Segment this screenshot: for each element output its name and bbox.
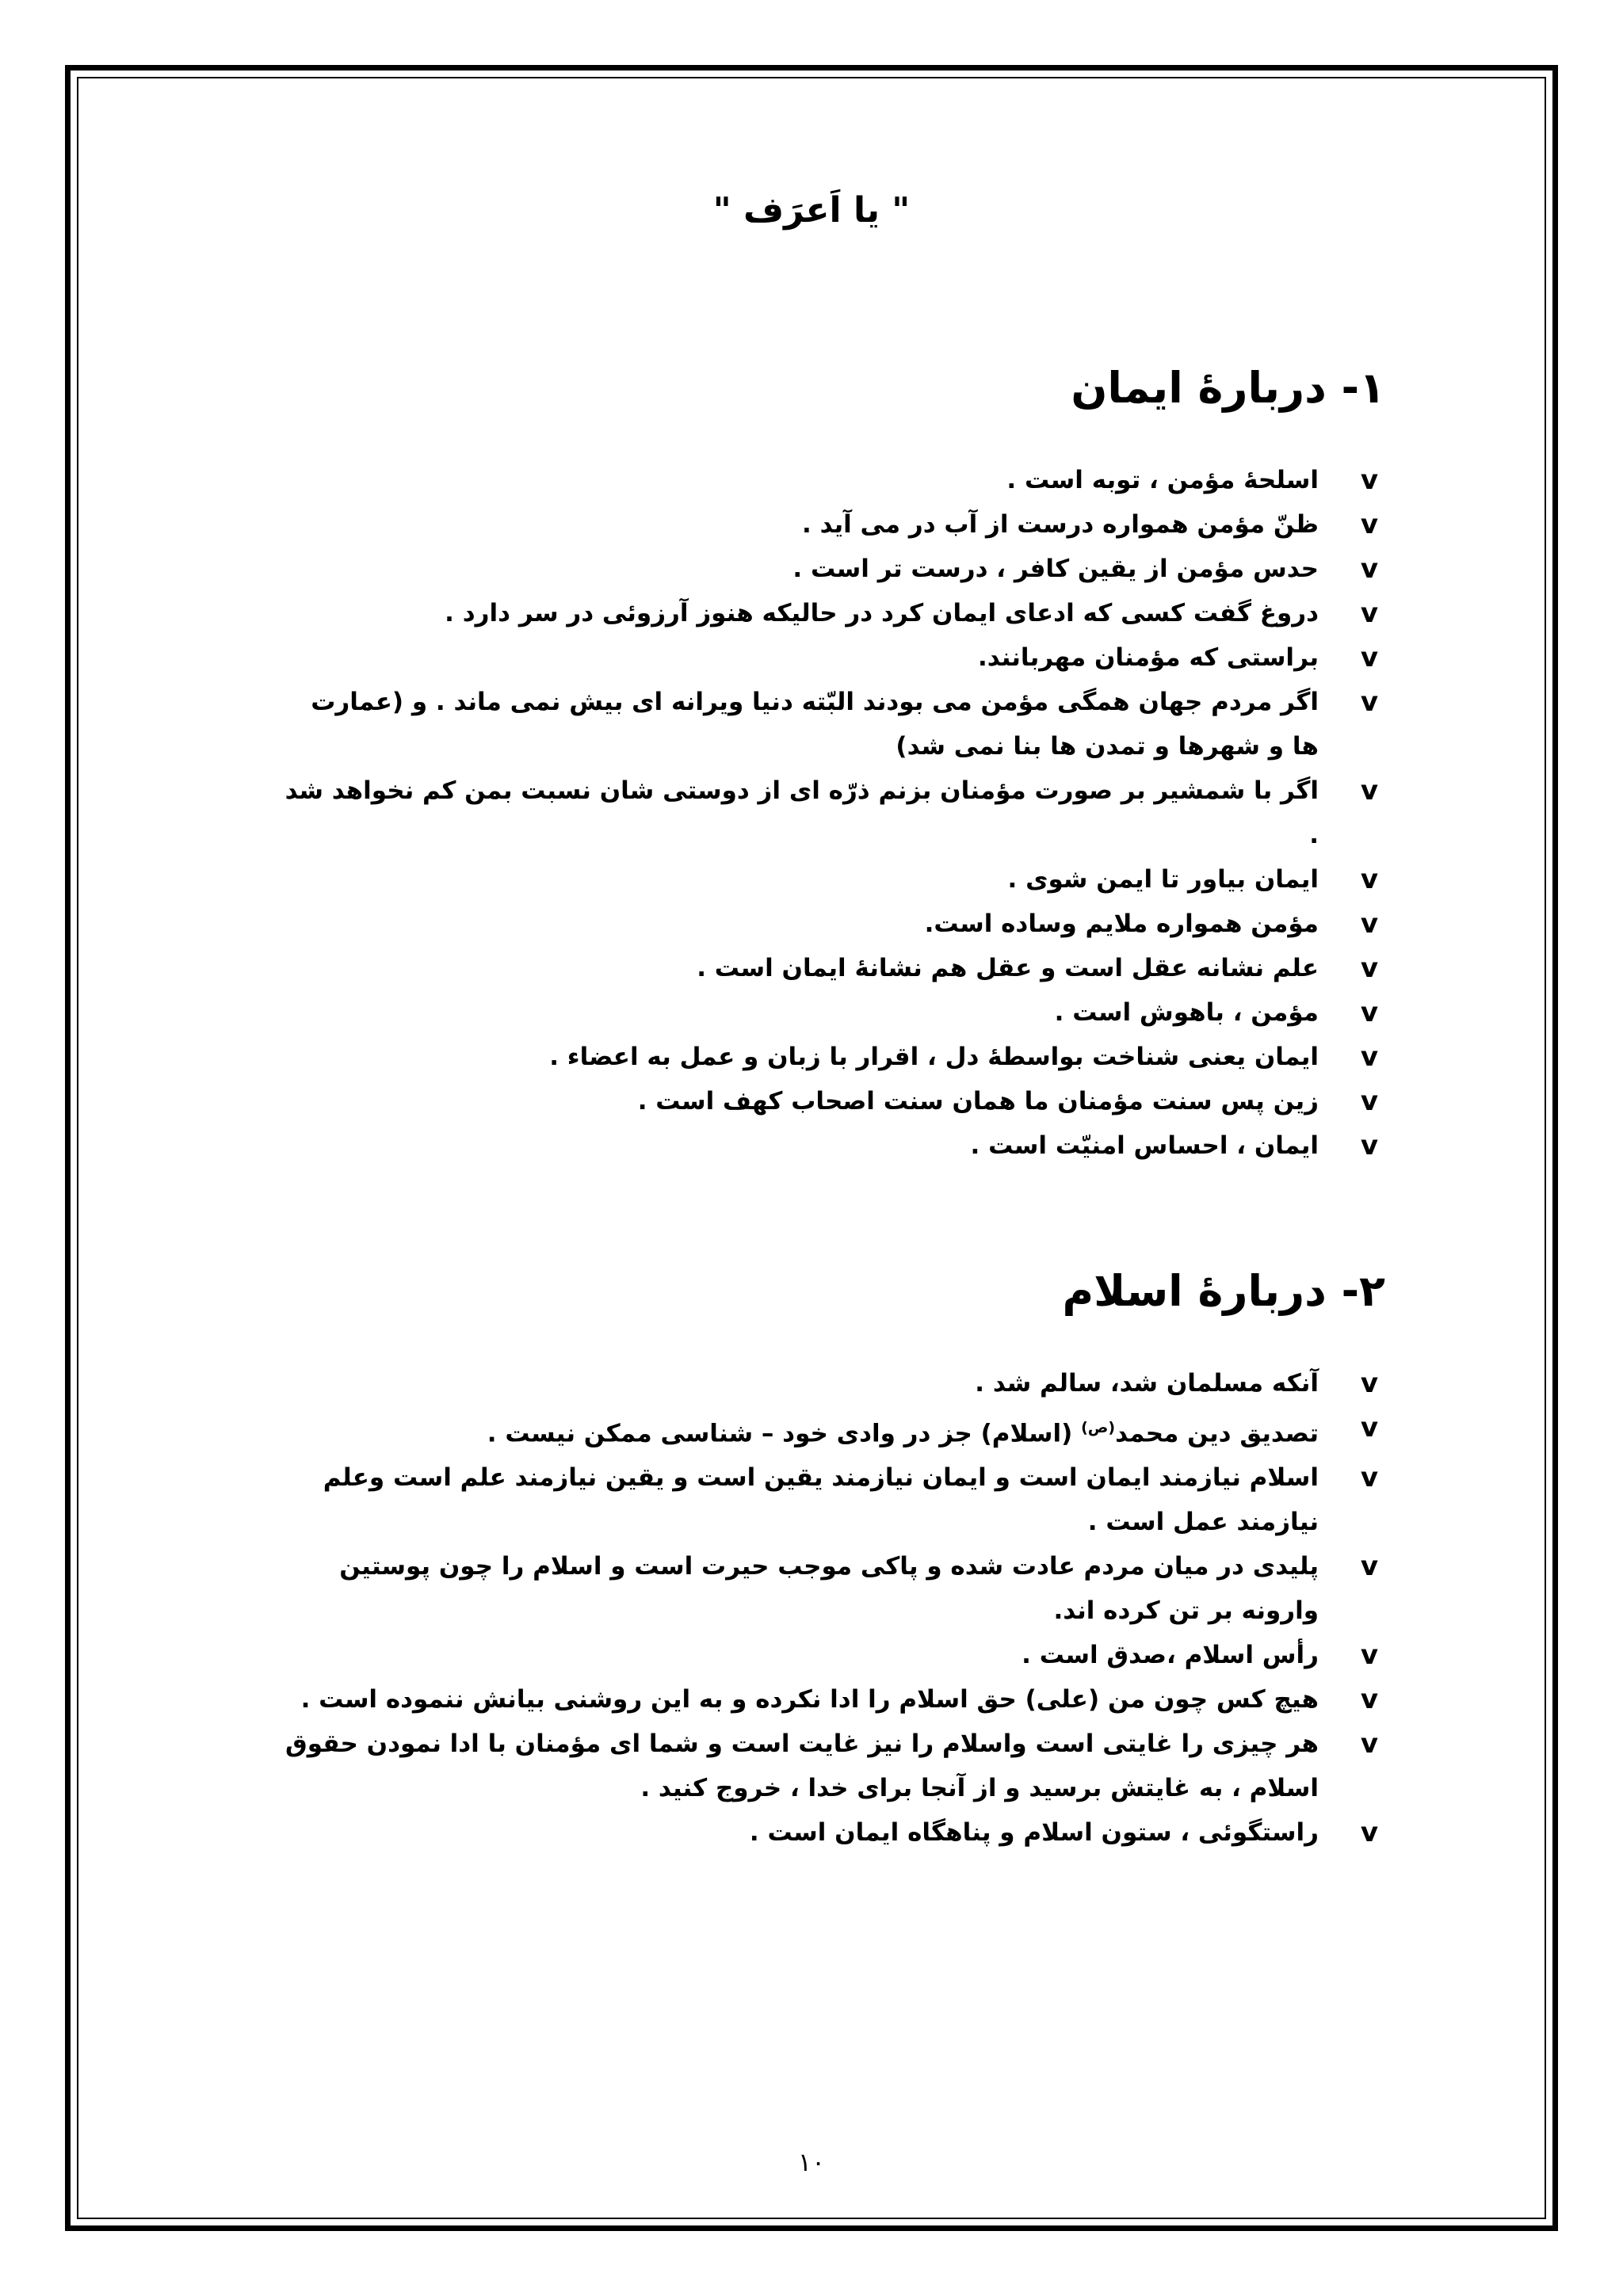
list-item: v براستی که مؤمنان مهربانند. bbox=[284, 635, 1385, 680]
list-item: v اسلحهٔ مؤمن ، توبه است . bbox=[284, 458, 1385, 502]
check-icon: v bbox=[1360, 686, 1379, 718]
list-item: v اگر با شمشیر بر صورت مؤمنان بزنم ذرّه ای از دوستی شان نسبت بمن کم نخواهد شد . bbox=[284, 769, 1385, 857]
section-heading-iman: ۱- دربارهٔ ایمان bbox=[1071, 363, 1385, 413]
check-icon: v bbox=[1360, 1367, 1379, 1399]
check-icon: v bbox=[1360, 1412, 1379, 1444]
list-item: v ایمان بیاور تا ایمن شوی . bbox=[284, 857, 1385, 902]
list-item: v پلیدی در میان مردم عادت شده و پاکی موجب حیرت است و اسلام را چون پوستین وارونه بر تن کرده اند. bbox=[284, 1544, 1385, 1633]
check-icon: v bbox=[1360, 1684, 1379, 1716]
list-item: v مؤمن ، باهوش است . bbox=[284, 990, 1385, 1035]
islam-list bbox=[284, 1361, 1385, 1855]
check-icon: v bbox=[1360, 1130, 1379, 1161]
check-icon: v bbox=[1360, 1041, 1379, 1073]
list-item: v اگر مردم جهان همگی مؤمن می بودند البّته دنیا ویرانه ای بیش نمی ماند . و (عمارت ها و شهرها و تمدن ها بنا نمی شد) bbox=[284, 680, 1385, 769]
check-icon: v bbox=[1360, 509, 1379, 540]
section-heading-islam: ۲- دربارهٔ اسلام bbox=[1062, 1266, 1385, 1316]
list-item: v راستگوئی ، ستون اسلام و پناهگاه ایمان است . bbox=[284, 1810, 1385, 1855]
list-item: v هر چیزی را غایتی است واسلام را نیز غایت است و شما ای مؤمنان با ادا نمودن حقوق اسلام ، به غایتش برسید و از آنجا برای خدا ، خروج کنید . bbox=[284, 1722, 1385, 1810]
list-item: v مؤمن همواره ملایم وساده است. bbox=[284, 902, 1385, 946]
check-icon: v bbox=[1360, 1085, 1379, 1117]
check-icon: v bbox=[1360, 1728, 1379, 1760]
list-item: v هیچ کس چون من (علی) حق اسلام را ادا نکرده و به این روشنی بیانش ننموده است . bbox=[284, 1677, 1385, 1722]
list-item: v رأس اسلام ،صدق است . bbox=[284, 1633, 1385, 1677]
check-icon: v bbox=[1360, 464, 1379, 496]
list-item: v اسلام نیازمند ایمان است و ایمان نیازمند یقین است و یقین نیازمند علم است وعلم نیازمند عمل است . bbox=[284, 1455, 1385, 1544]
list-item: v علم نشانه عقل است و عقل هم نشانهٔ ایمان است . bbox=[284, 946, 1385, 990]
list-item: v ایمان ، احساس امنیّت است . bbox=[284, 1123, 1385, 1168]
check-icon: v bbox=[1360, 642, 1379, 673]
page-number: ۱۰ bbox=[797, 2147, 826, 2177]
honorific-superscript: (ص) bbox=[1081, 1419, 1116, 1436]
list-item: v آنکه مسلمان شد، سالم شد . bbox=[284, 1361, 1385, 1405]
check-icon: v bbox=[1360, 1817, 1379, 1849]
check-icon: v bbox=[1360, 597, 1379, 629]
list-item: v دروغ گفت کسی که ادعای ایمان کرد در حالیکه هنوز آرزوئی در سر دارد . bbox=[284, 591, 1385, 635]
list-item: v تصدیق دین محمد$^{(ص)}$ (اسلام) جز در وادی خود – شناسی ممکن نیست . bbox=[284, 1405, 1385, 1455]
check-icon: v bbox=[1360, 553, 1379, 585]
iman-list bbox=[284, 458, 1385, 1168]
check-icon: v bbox=[1360, 1462, 1379, 1494]
check-icon: v bbox=[1360, 908, 1379, 940]
list-item: v حدس مؤمن از یقین کافر ، درست تر است . bbox=[284, 547, 1385, 591]
list-item: v زین پس سنت مؤمنان ما همان سنت اصحاب کهف است . bbox=[284, 1079, 1385, 1123]
list-item: v ظنّ مؤمن همواره درست از آب در می آید . bbox=[284, 502, 1385, 547]
check-icon: v bbox=[1360, 775, 1379, 807]
check-icon: v bbox=[1360, 997, 1379, 1028]
check-icon: v bbox=[1360, 1550, 1379, 1583]
check-icon: v bbox=[1360, 1639, 1379, 1672]
list-item: v ایمان یعنی شناخت بواسطهٔ دل ، اقرار با زبان و عمل به اعضاء . bbox=[284, 1035, 1385, 1079]
check-icon: v bbox=[1360, 952, 1379, 984]
check-icon: v bbox=[1360, 864, 1379, 895]
page-title: " یا اَعرَف " bbox=[712, 190, 911, 231]
